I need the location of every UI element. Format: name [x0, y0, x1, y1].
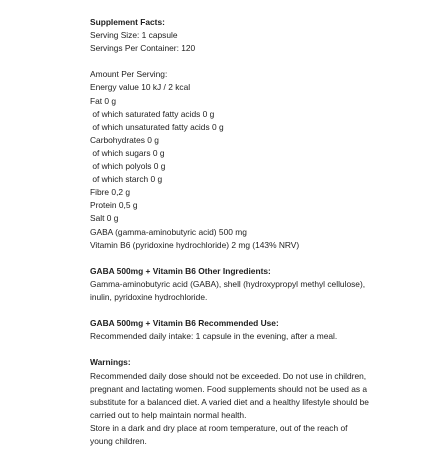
amount-per-serving-heading: Amount Per Serving:: [90, 69, 168, 80]
recommended-use-text: Recommended daily intake: 1 capsule in the evening, after a meal.: [90, 331, 338, 342]
warnings-line: young children.: [90, 436, 147, 446]
supplement-facts-heading: Supplement Facts:: [90, 17, 165, 27]
spacer: [90, 304, 440, 317]
recommended-use-heading: GABA 500mg + Vitamin B6 Recommended Use:: [90, 318, 279, 329]
spacer: [90, 55, 440, 68]
nutrition-line-saturated: of which saturated fatty acids 0 g: [90, 108, 215, 119]
spacer: [90, 343, 440, 356]
ingredients-line: Gamma-aminobutyric acid (GABA), shell (hydroxypropyl methyl cellulose),: [90, 278, 366, 289]
warnings-line: carried out to help maintain normal health.: [90, 409, 247, 420]
nutrition-line-starch: of which starch 0 g: [90, 174, 163, 185]
nutrition-line-fat: Fat 0 g: [90, 95, 117, 106]
nutrition-line-sugars: of which sugars 0 g: [90, 147, 165, 158]
nutrition-line-vitamin-b6: Vitamin B6 (pyridoxine hydrochloride) 2 mg (143% NRV): [90, 239, 300, 250]
ingredients-line: inulin, pyridoxine hydrochloride.: [90, 291, 208, 302]
nutrition-line-unsaturated: of which unsaturated fatty acids 0 g: [90, 121, 224, 132]
servings-per-container: Servings Per Container: 120: [90, 43, 196, 54]
spacer: [90, 252, 440, 265]
ingredients-heading: GABA 500mg + Vitamin B6 Other Ingredients:: [90, 265, 271, 276]
warnings-line: substitute for a balanced diet. A varied diet and a healthy lifestyle should be: [90, 396, 369, 407]
nutrition-line-carbohydrates: Carbohydrates 0 g: [90, 134, 159, 145]
nutrition-line-salt: Salt 0 g: [90, 213, 119, 224]
nutrition-line-protein: Protein 0,5 g: [90, 200, 138, 211]
serving-size: Serving Size: 1 capsule: [90, 30, 178, 41]
nutrition-line-energy: Energy value 10 kJ / 2 kcal: [90, 82, 191, 93]
product-description: [90, 16, 440, 448]
warnings-heading: Warnings:: [90, 357, 131, 368]
warnings-line: Store in a dark and dry place at room temperature, out of the reach of: [90, 422, 348, 433]
nutrition-line-polyols: of which polyols 0 g: [90, 161, 166, 172]
nutrition-line-gaba: GABA (gamma-aminobutyric acid) 500 mg: [90, 226, 247, 237]
nutrition-line-fibre: Fibre 0,2 g: [90, 187, 131, 198]
warnings-line: Recommended daily dose should not be exceeded. Do not use in children,: [90, 370, 367, 381]
warnings-line: pregnant and lactating women. Food supplements should not be used as a: [90, 383, 368, 394]
